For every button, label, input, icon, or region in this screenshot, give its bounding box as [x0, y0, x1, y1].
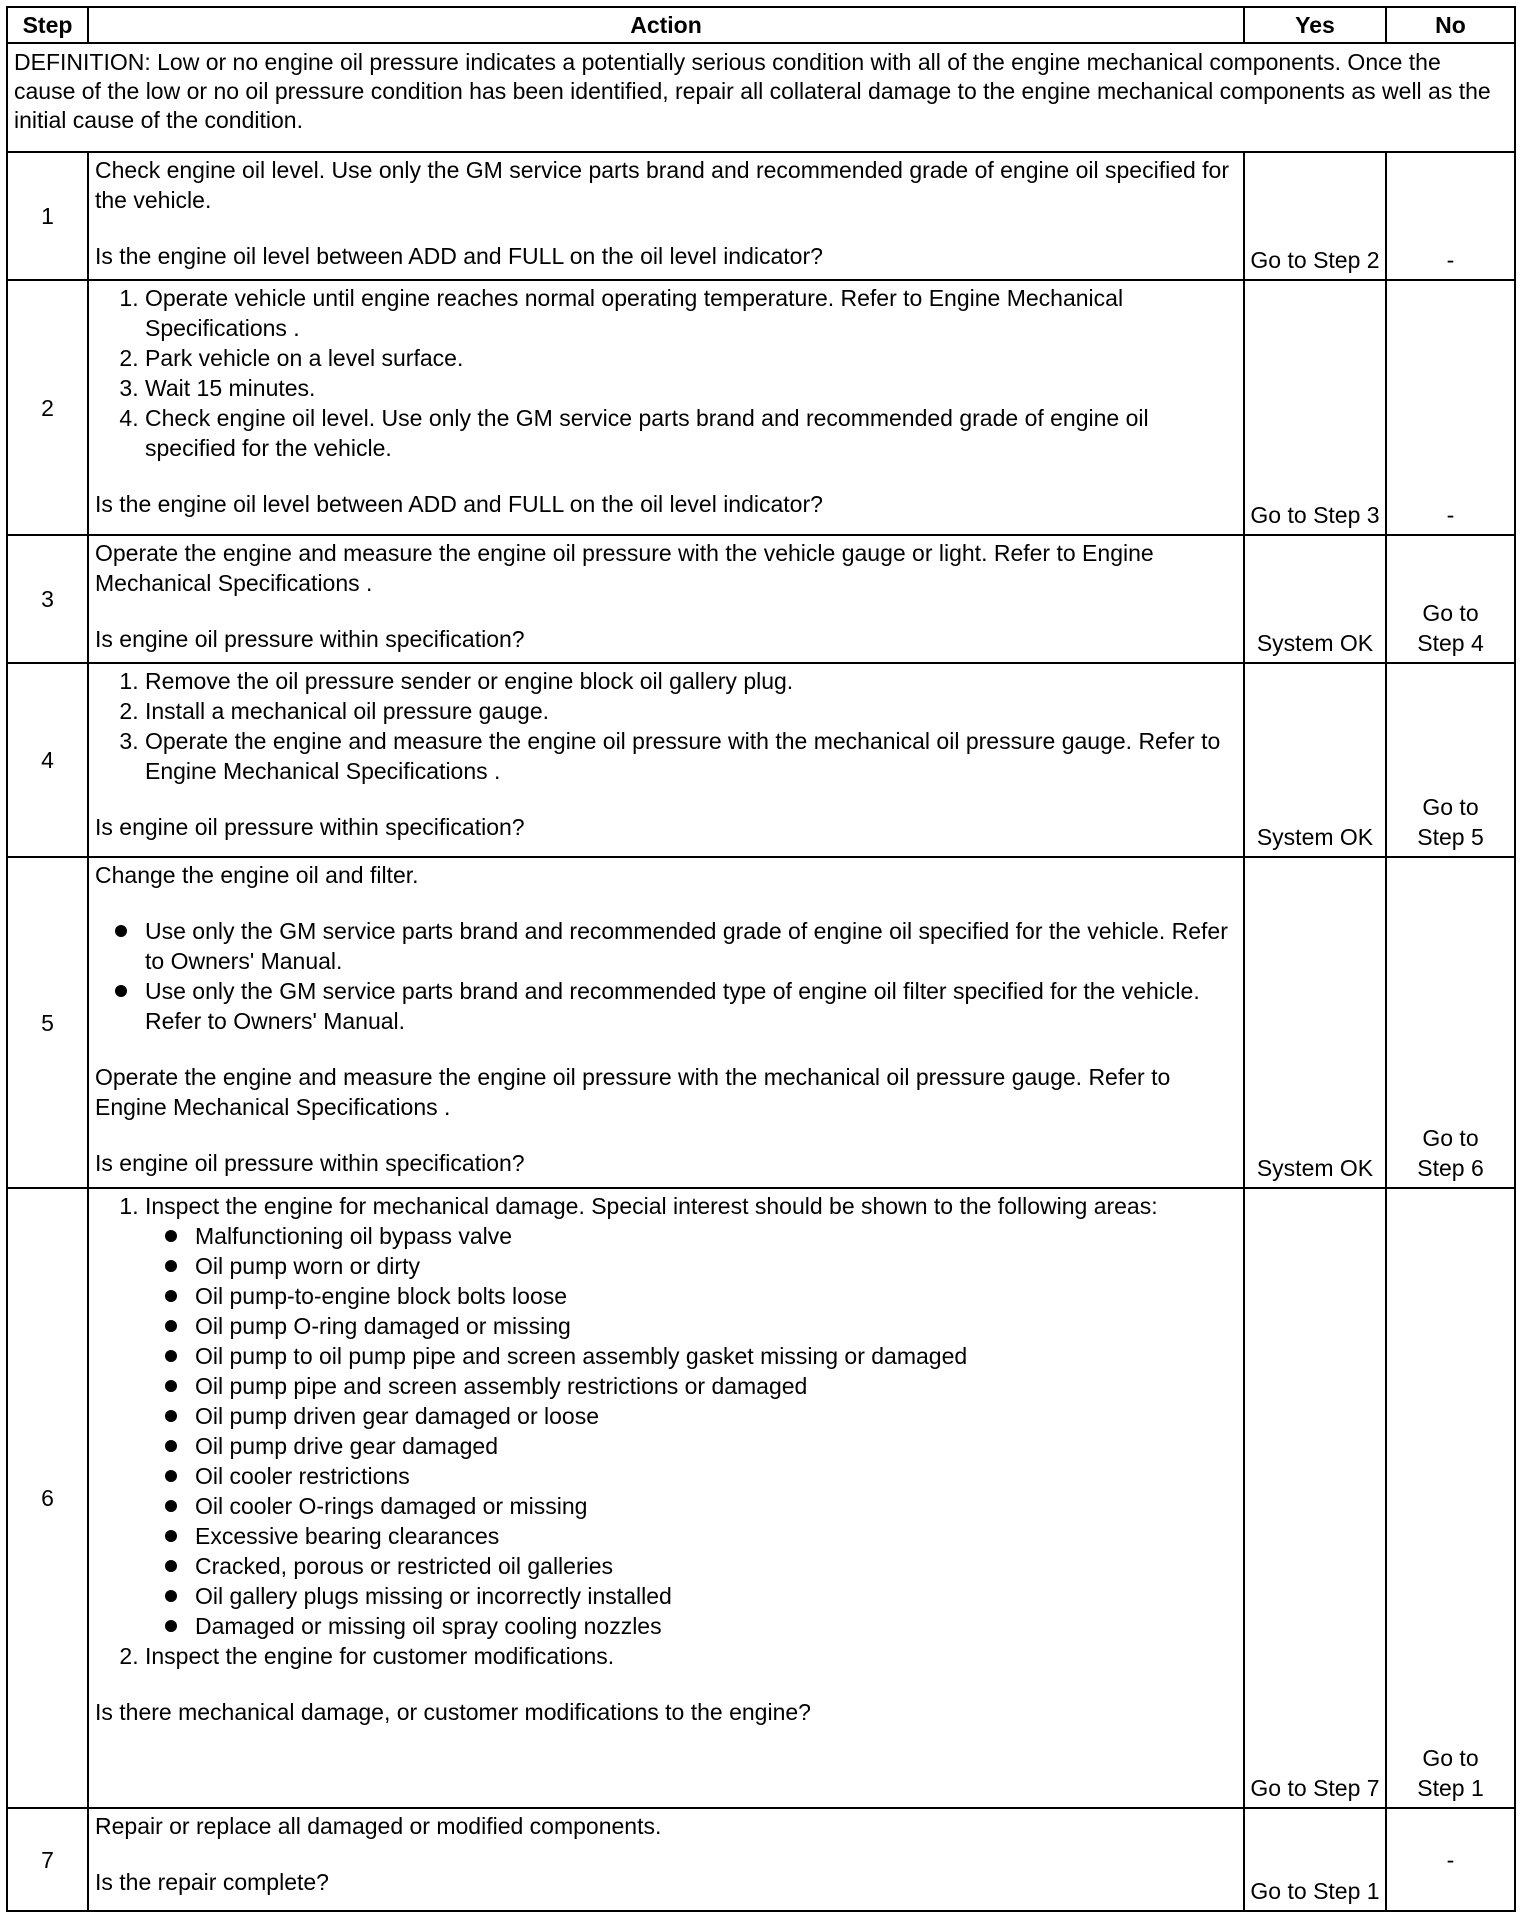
yes-cell: Go to Step 2	[1244, 152, 1386, 280]
action-question: Is engine oil pressure within specification?	[95, 814, 525, 840]
list-item: Oil pump O-ring damaged or missing	[195, 1311, 1239, 1341]
step-number: 2	[7, 280, 88, 535]
action-cell	[88, 280, 1244, 535]
table-row	[7, 1808, 1515, 1911]
action-text: Operate the engine and measure the engine oil pressure with the vehicle gauge or light. Refer to Engine Mechanical Specifications .	[95, 540, 1154, 596]
diagnostic-table	[6, 6, 1516, 1912]
no-cell: -	[1386, 152, 1515, 280]
bullet-list	[95, 916, 1239, 1036]
step-number: 4	[7, 663, 88, 857]
no-line-1: Go to	[1422, 1125, 1479, 1151]
action-text: Change the engine oil and filter.	[95, 862, 419, 888]
action-question: Is the repair complete?	[95, 1869, 329, 1895]
list-item: Malfunctioning oil bypass valve	[195, 1221, 1239, 1251]
action-question: Is the engine oil level between ADD and FULL on the oil level indicator?	[95, 243, 823, 269]
no-cell	[1386, 535, 1515, 663]
list-item: 3. Operate the engine and measure the engine oil pressure with the mechanical oil pressure gauge. Refer to Engine Mechanical Specifications .	[145, 726, 1239, 786]
list-item: Oil pump-to-engine block bolts loose	[195, 1281, 1239, 1311]
list-item: Cracked, porous or restricted oil galleries	[195, 1551, 1239, 1581]
no-line-1: Go to	[1422, 1745, 1479, 1771]
no-cell	[1386, 857, 1515, 1188]
action-cell	[88, 152, 1244, 280]
list-item: 4. Check engine oil level. Use only the GM service parts brand and recommended grade of engine oil specified for the vehicle.	[145, 403, 1239, 463]
header-row	[7, 7, 1515, 43]
action-text: Repair or replace all damaged or modified components.	[95, 1813, 662, 1839]
list-item: 2. Park vehicle on a level surface.	[145, 343, 1239, 373]
action-text: Check engine oil level. Use only the GM service parts brand and recommended grade of engine oil specified for the vehicle.	[95, 157, 1230, 213]
numbered-list	[95, 666, 1239, 786]
step-number: 7	[7, 1808, 88, 1911]
action-cell	[88, 1808, 1244, 1911]
no-cell: -	[1386, 1808, 1515, 1911]
list-item: Oil cooler restrictions	[195, 1461, 1239, 1491]
list-item: Oil cooler O-rings damaged or missing	[195, 1491, 1239, 1521]
no-line-2: Step 6	[1417, 1155, 1484, 1181]
list-item: 1. Remove the oil pressure sender or engine block oil gallery plug.	[145, 666, 1239, 696]
list-item: Oil pump drive gear damaged	[195, 1431, 1239, 1461]
table-row	[7, 663, 1515, 857]
step-number: 3	[7, 535, 88, 663]
yes-cell: Go to Step 3	[1244, 280, 1386, 535]
yes-cell: Go to Step 1	[1244, 1808, 1386, 1911]
no-line-1: Go to	[1422, 600, 1479, 626]
numbered-list	[95, 1191, 1239, 1671]
action-cell	[88, 663, 1244, 857]
bullet-list	[145, 1221, 1239, 1641]
no-line-2: Step 1	[1417, 1775, 1484, 1801]
header-action: Action	[88, 7, 1244, 43]
no-cell	[1386, 1188, 1515, 1808]
table-row	[7, 857, 1515, 1188]
yes-cell: Go to Step 7	[1244, 1188, 1386, 1808]
table-row	[7, 152, 1515, 280]
list-item: Oil gallery plugs missing or incorrectly installed	[195, 1581, 1239, 1611]
action-question: Is there mechanical damage, or customer modifications to the engine?	[95, 1699, 811, 1725]
action-cell	[88, 1188, 1244, 1808]
list-item: Damaged or missing oil spray cooling nozzles	[195, 1611, 1239, 1641]
list-item: 1. Operate vehicle until engine reaches normal operating temperature. Refer to Engine Mechanical Specifications .	[145, 283, 1239, 343]
no-line-2: Step 4	[1417, 630, 1484, 656]
no-cell: -	[1386, 280, 1515, 535]
step-number: 5	[7, 857, 88, 1188]
header-no: No	[1386, 7, 1515, 43]
list-item	[145, 1191, 1239, 1641]
list-item: 2. Install a mechanical oil pressure gauge.	[145, 696, 1239, 726]
numbered-list	[95, 283, 1239, 463]
step-number: 6	[7, 1188, 88, 1808]
action-text: Operate the engine and measure the engine oil pressure with the mechanical oil pressure gauge. Refer to Engine Mechanical Specifications .	[95, 1064, 1171, 1120]
no-line-2: Step 5	[1417, 824, 1484, 850]
header-yes: Yes	[1244, 7, 1386, 43]
yes-cell: System OK	[1244, 663, 1386, 857]
yes-cell: System OK	[1244, 535, 1386, 663]
action-cell	[88, 535, 1244, 663]
definition-text: DEFINITION: Low or no engine oil pressure indicates a potentially serious condition with all of the engine mechanical components. Once the cause of the low or no oil pressure condition has been identified, repair all collateral damage to the engine mechanical components as well as the initial cause of the condition.	[7, 43, 1515, 152]
yes-cell: System OK	[1244, 857, 1386, 1188]
no-cell	[1386, 663, 1515, 857]
action-question: Is engine oil pressure within specification?	[95, 1150, 525, 1176]
list-item: Excessive bearing clearances	[195, 1521, 1239, 1551]
list-item: Oil pump worn or dirty	[195, 1251, 1239, 1281]
table-row	[7, 535, 1515, 663]
table-row	[7, 280, 1515, 535]
list-item: Use only the GM service parts brand and recommended grade of engine oil specified for the vehicle. Refer to Owners' Manual.	[145, 916, 1239, 976]
list-item: Oil pump pipe and screen assembly restrictions or damaged	[195, 1371, 1239, 1401]
diagnostic-table-page	[6, 6, 1514, 1902]
table-row	[7, 1188, 1515, 1808]
list-item: Use only the GM service parts brand and recommended type of engine oil filter specified for the vehicle. Refer to Owners' Manual.	[145, 976, 1239, 1036]
action-question: Is the engine oil level between ADD and FULL on the oil level indicator?	[95, 491, 823, 517]
list-item: 2. Inspect the engine for customer modifications.	[145, 1641, 1239, 1671]
action-question: Is engine oil pressure within specification?	[95, 626, 525, 652]
definition-row	[7, 43, 1515, 152]
list-item: Oil pump driven gear damaged or loose	[195, 1401, 1239, 1431]
no-line-1: Go to	[1422, 794, 1479, 820]
list-item-text: Inspect the engine for mechanical damage. Special interest should be shown to the following areas:	[145, 1193, 1158, 1219]
list-item: Oil pump to oil pump pipe and screen assembly gasket missing or damaged	[195, 1341, 1239, 1371]
step-number: 1	[7, 152, 88, 280]
list-item: 3. Wait 15 minutes.	[145, 373, 1239, 403]
header-step: Step	[7, 7, 88, 43]
action-cell	[88, 857, 1244, 1188]
